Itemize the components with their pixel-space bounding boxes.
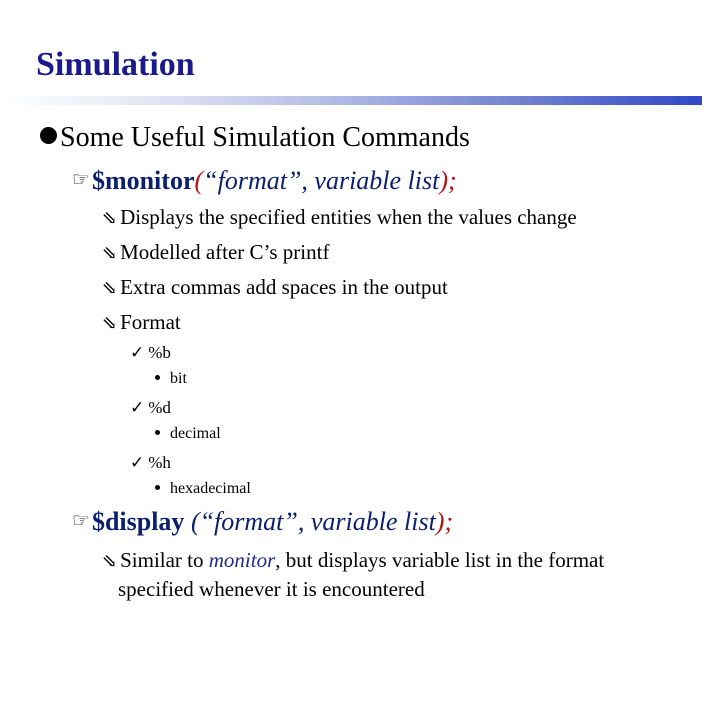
monitor-args: “format”, variable list — [203, 166, 440, 195]
monitor-item-text: Extra commas add spaces in the output — [120, 275, 448, 299]
display-desc-pre: Similar to — [120, 548, 209, 572]
monitor-command: $monitor — [91, 166, 195, 195]
main-heading: Some Useful Simulation Commands — [60, 122, 470, 153]
small-dot-bullet-icon — [155, 430, 160, 435]
format-code-item — [130, 453, 171, 473]
monitor-item-text: Format — [120, 310, 181, 334]
monitor-item-text: Modelled after C’s printf — [120, 240, 330, 264]
title-underline-rule — [0, 96, 702, 105]
display-command-line — [72, 507, 453, 537]
small-dot-bullet-icon — [155, 375, 160, 380]
slide-title: Simulation — [36, 46, 195, 83]
format-desc-item — [155, 480, 251, 498]
display-command: $display — [91, 507, 185, 536]
format-code-item — [130, 343, 171, 363]
format-code: %h — [148, 453, 171, 472]
monitor-item-text: Displays the specified entities when the values change — [120, 205, 577, 229]
format-desc-item — [155, 425, 221, 443]
pointing-hand-icon: ☞ — [72, 510, 90, 532]
format-code: %d — [148, 398, 171, 417]
display-item — [102, 548, 604, 573]
checkmark-icon: ✓ — [130, 343, 145, 362]
format-desc-item — [155, 370, 187, 388]
display-args: (“format”, variable list — [190, 507, 436, 536]
monitor-item — [102, 240, 329, 265]
format-code: %b — [148, 343, 171, 362]
checkmark-icon: ✓ — [130, 453, 145, 472]
monitor-open-paren: ( — [194, 166, 204, 195]
monitor-command-line — [72, 166, 457, 196]
filled-circle-bullet-icon — [40, 127, 57, 144]
arrow-bullet-icon: ⇘ — [102, 551, 118, 571]
arrow-bullet-icon: ⇘ — [102, 278, 118, 298]
format-desc: hexadecimal — [170, 480, 251, 497]
arrow-bullet-icon: ⇘ — [102, 243, 118, 263]
display-desc-emphasis: monitor — [208, 548, 276, 572]
checkmark-icon: ✓ — [130, 398, 145, 417]
arrow-bullet-icon: ⇘ — [102, 208, 118, 228]
pointing-hand-icon: ☞ — [72, 169, 90, 191]
monitor-item — [102, 205, 577, 230]
monitor-item — [102, 310, 181, 335]
display-desc-line2: specified whenever it is encountered — [118, 577, 425, 601]
display-close: ); — [435, 507, 454, 536]
format-code-item — [130, 398, 171, 418]
main-bullet — [40, 122, 470, 154]
format-desc: bit — [170, 370, 187, 387]
monitor-close: ); — [439, 166, 457, 195]
arrow-bullet-icon: ⇘ — [102, 313, 118, 333]
monitor-item — [102, 275, 448, 300]
display-desc-post: , but displays variable list in the format — [275, 548, 605, 572]
format-desc: decimal — [170, 425, 221, 442]
small-dot-bullet-icon — [155, 485, 160, 490]
